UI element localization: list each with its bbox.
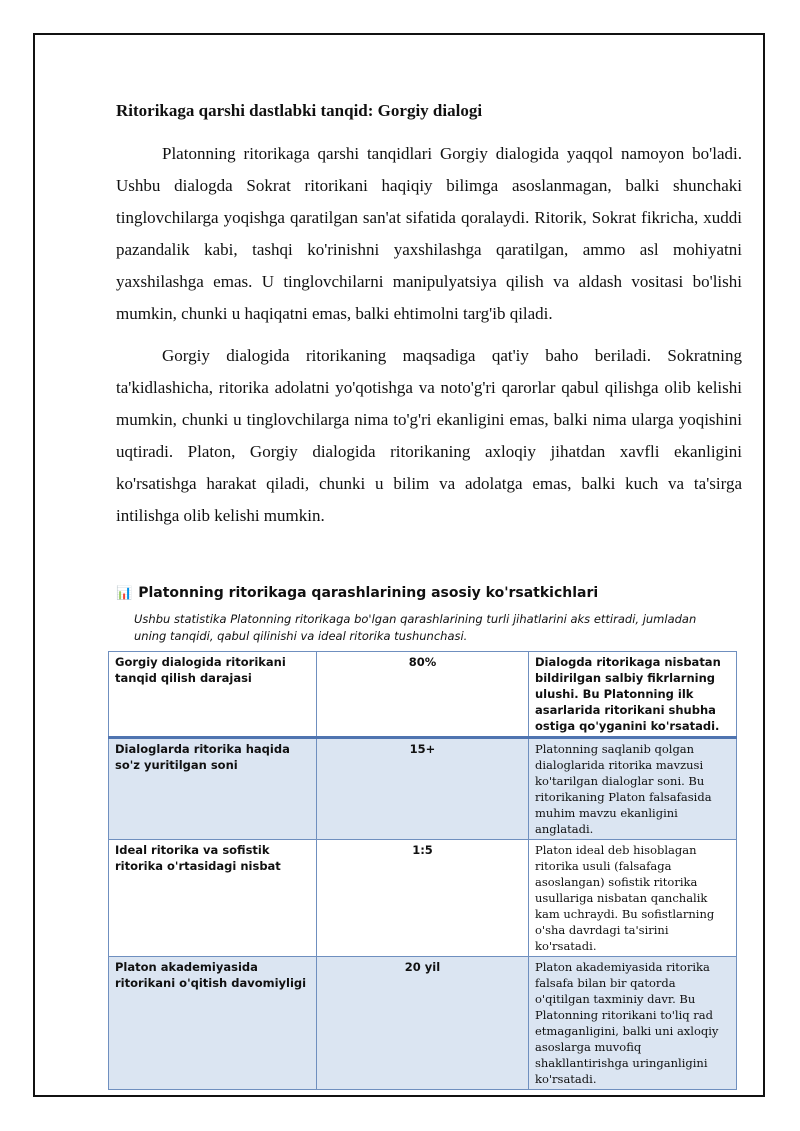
paragraph: Platonning ritorikaga qarshi tanqidlari Gorgiy dialogida yaqqol namoyon bo'ladi. Ushbu dialogda Sokrat ritorikani haqiqiy bilimga asoslanmagan, balki shunchaki tinglovchilarga yoqishga qaratilgan san'at sifatida qoralaydi. Ritorik, Sokrat fikricha, xuddi pazandalik kabi, tashqi ko'rinishni yaxshilashga qaratilgan, ammo asl mohiyatni yaxshilashga emas. U tinglovchilarni manipulyatsiya qilish va aldash vositasi bo'lishi mumkin, chunki u haqiqatni emas, balki ehtimolni targ'ib qiladi. (116, 144, 742, 323)
table-row (109, 738, 737, 840)
bar-chart-icon: 📊 (116, 585, 133, 601)
stat-note: Dialogda ritorikaga nisbatan bildirilgan salbiy fikrlarning ulushi. Bu Platonning ilk asarlarida ritorikani shubha ostiga qo'yganini ko'rsatadi. (529, 652, 737, 738)
stat-label: Ideal ritorika va sofistik ritorika o'rtasidagi nisbat (109, 840, 317, 957)
stat-label: Platon akademiyasida ritorikani o'qitish davomiyligi (109, 957, 317, 1090)
stat-value: 20 yil (317, 957, 529, 1090)
stat-value: 15+ (317, 738, 529, 840)
stat-note: Platonning saqlanib qolgan dialoglarida ritorika mavzusi ko'tarilgan dialoglar soni. Bu ritorikaning Platon falsafasida muhim mavzu ekanligini anglatadi. (529, 738, 737, 840)
table-row (109, 957, 737, 1090)
document-body (116, 98, 742, 532)
statistics-description: Ushbu statistika Platonning ritorikaga bo'lgan qarashlarining turli jihatlarini aks ettiradi, jumladan uning tanqidi, qabul qilinishi va ideal ritorika tushunchasi. (134, 612, 697, 643)
table-row (109, 840, 737, 957)
section-title: Ritorikaga qarshi dastlabki tanqid: Gorgiy dialogi (116, 101, 483, 120)
statistics-title: Platonning ritorikaga qarashlarining asosiy ko'rsatkichlari (138, 585, 599, 601)
stat-label: Dialoglarda ritorika haqida so'z yuritilgan soni (109, 738, 317, 840)
statistics-heading (116, 585, 736, 601)
stat-value: 80% (317, 652, 529, 738)
stat-note: Platon ideal deb hisoblagan ritorika usuli (falsafaga asoslangan) sofistik ritorika usullariga nisbatan qanchalik kam uchraydi. Bu sofistlarning o'sha davrdagi ta'sirini ko'rsatadi. (529, 840, 737, 957)
paragraph: Gorgiy dialogida ritorikaning maqsadiga qat'iy baho beriladi. Sokratning ta'kidlashicha, ritorika adolatni yo'qotishga va noto'g'ri qarorlar qabul qilishga olib kelishi mumkin, chunki u tinglovchilarga nima to'g'ri ekanligini emas, balki nima ularga yoqishini uqtiradi. Platon, Gorgiy dialogida ritorikaning axloqiy jihatdan xavfli ekanligini ko'rsatishga harakat qiladi, chunki u bilim va adolatga emas, balki kuch va ta'sirga intilishga olib kelishi mumkin. (116, 346, 742, 525)
stat-note: Platon akademiyasida ritorika falsafa bilan bir qatorda o'qitilgan taxminiy davr. Bu Platonning ritorikani to'liq rad etmaganligini, balki uni axloqiy asoslarga muvofiq shakllantirishga uringanligini ko'rsatadi. (529, 957, 737, 1090)
stat-label: Gorgiy dialogida ritorikani tanqid qilish darajasi (109, 652, 317, 738)
statistics-block (108, 585, 736, 1090)
stat-value: 1:5 (317, 840, 529, 957)
statistics-table (108, 651, 737, 1090)
table-row (109, 652, 737, 738)
